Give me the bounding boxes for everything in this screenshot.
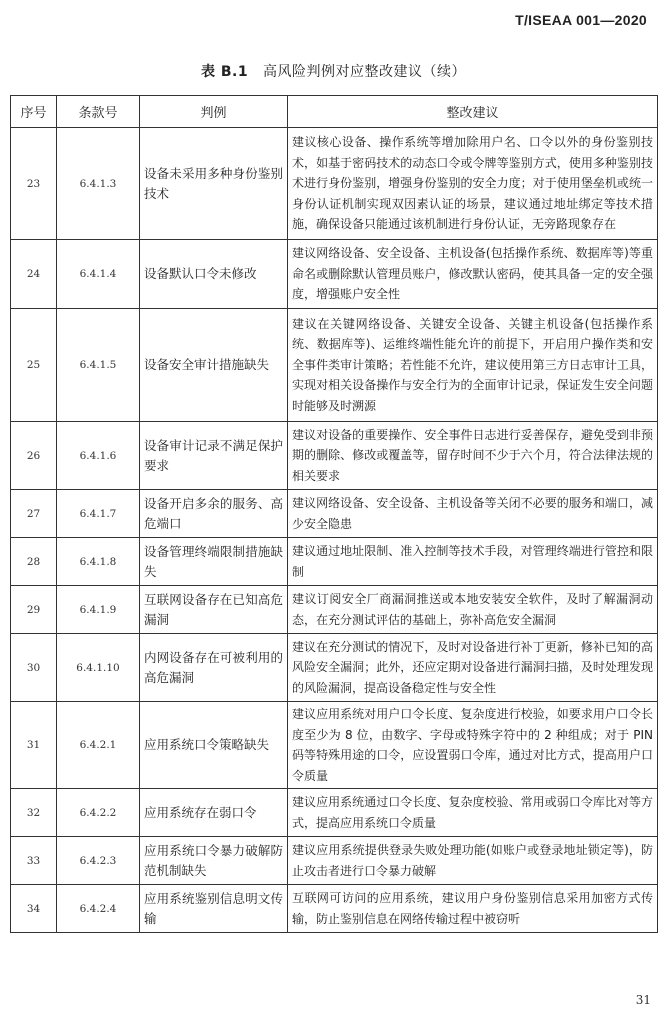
row-number: 29 — [11, 586, 57, 634]
table-row — [11, 422, 658, 490]
row-case: 互联网设备存在已知高危漏洞 — [140, 586, 288, 634]
row-clause: 6.4.2.1 — [57, 702, 140, 789]
document-code: T/ISEAA 001—2020 — [515, 12, 647, 28]
row-clause: 6.4.2.3 — [57, 837, 140, 885]
page-number: 31 — [635, 993, 651, 1007]
row-advice: 建议订阅安全厂商漏洞推送或本地安装安全软件，及时了解漏洞动态，在充分测试评估的基础上，弥补高危安全漏洞 — [288, 586, 658, 634]
row-clause: 6.4.1.9 — [57, 586, 140, 634]
column-header-number: 序号 — [11, 96, 57, 128]
row-number: 27 — [11, 490, 57, 538]
table-row — [11, 490, 658, 538]
row-advice: 建议核心设备、操作系统等增加除用户名、口令以外的身份鉴别技术，如基于密码技术的动态口令或令牌等鉴别方式，使用多种鉴别技术进行身份鉴别，增强身份鉴别的安全力度；对于使用堡垒机或统一身份认证机制实现双因素认证的场景，建议通过地址绑定等技术措施，确保设备只能通过该机制进行身份认证，无旁路现象存在 — [288, 128, 658, 240]
table-title — [0, 61, 667, 81]
row-number: 24 — [11, 240, 57, 309]
row-advice: 建议应用系统对用户口令长度、复杂度进行校验，如要求用户口令长度至少为 8 位，由数字、字母或特殊字符中的 2 种组成；对于 PIN 码等特殊用途的口令，应设置弱口令库，通过对比方式，提高用户口令质量 — [288, 702, 658, 789]
table-row — [11, 538, 658, 586]
row-case: 设备默认口令未修改 — [140, 240, 288, 309]
row-advice: 建议在充分测试的情况下，及时对设备进行补丁更新，修补已知的高风险安全漏洞；此外，还应定期对设备进行漏洞扫描，及时处理发现的风险漏洞，提高设备稳定性与安全性 — [288, 634, 658, 702]
row-clause: 6.4.2.2 — [57, 789, 140, 837]
table-row — [11, 702, 658, 789]
row-advice: 建议网络设备、安全设备、主机设备(包括操作系统、数据库等)等重命名或删除默认管理员账户，修改默认密码，使其具备一定的安全强度，增强账户安全性 — [288, 240, 658, 309]
table-row — [11, 240, 658, 309]
row-case: 应用系统口令策略缺失 — [140, 702, 288, 789]
row-case: 设备审计记录不满足保护要求 — [140, 422, 288, 490]
row-number: 32 — [11, 789, 57, 837]
table-row — [11, 128, 658, 240]
row-advice: 建议应用系统提供登录失败处理功能(如账户或登录地址锁定等)，防止攻击者进行口令暴力破解 — [288, 837, 658, 885]
row-advice: 建议应用系统通过口令长度、复杂度校验、常用或弱口令库比对等方式，提高应用系统口令质量 — [288, 789, 658, 837]
table-title-text: 高风险判例对应整改建议（续） — [262, 64, 466, 80]
row-advice: 建议对设备的重要操作、安全事件日志进行妥善保存，避免受到非预期的删除、修改或覆盖等，留存时间不少于六个月，符合法律法规的相关要求 — [288, 422, 658, 490]
row-number: 31 — [11, 702, 57, 789]
row-clause: 6.4.1.4 — [57, 240, 140, 309]
row-advice: 建议通过地址限制、准入控制等技术手段，对管理终端进行管控和限制 — [288, 538, 658, 586]
row-number: 34 — [11, 885, 57, 933]
row-case: 设备未采用多种身份鉴别技术 — [140, 128, 288, 240]
row-number: 33 — [11, 837, 57, 885]
row-number: 23 — [11, 128, 57, 240]
row-number: 25 — [11, 309, 57, 422]
column-header-advice: 整改建议 — [288, 96, 658, 128]
row-clause: 6.4.2.4 — [57, 885, 140, 933]
table-row — [11, 634, 658, 702]
table-row — [11, 837, 658, 885]
row-case: 设备管理终端限制措施缺失 — [140, 538, 288, 586]
row-case: 内网设备存在可被利用的高危漏洞 — [140, 634, 288, 702]
row-case: 应用系统存在弱口令 — [140, 789, 288, 837]
table-row — [11, 885, 658, 933]
row-number: 26 — [11, 422, 57, 490]
row-clause: 6.4.1.7 — [57, 490, 140, 538]
row-number: 30 — [11, 634, 57, 702]
table-row — [11, 309, 658, 422]
remediation-table — [10, 95, 658, 933]
table-row — [11, 789, 658, 837]
row-case: 应用系统鉴别信息明文传输 — [140, 885, 288, 933]
row-clause: 6.4.1.8 — [57, 538, 140, 586]
row-number: 28 — [11, 538, 57, 586]
row-advice: 建议在关键网络设备、关键安全设备、关键主机设备(包括操作系统、数据库等)、运维终端性能允许的前提下，开启用户操作类和安全事件类审计策略；若性能不允许，建议使用第三方日志审计工具，实现对相关设备操作与安全行为的全面审计记录，保证发生安全问题时能够及时溯源 — [288, 309, 658, 422]
table-header-row — [11, 96, 658, 128]
table-title-label: 表 B.1 — [201, 64, 249, 80]
row-advice: 建议网络设备、安全设备、主机设备等关闭不必要的服务和端口，减少安全隐患 — [288, 490, 658, 538]
row-clause: 6.4.1.6 — [57, 422, 140, 490]
row-case: 应用系统口令暴力破解防范机制缺失 — [140, 837, 288, 885]
row-clause: 6.4.1.10 — [57, 634, 140, 702]
column-header-clause: 条款号 — [57, 96, 140, 128]
row-clause: 6.4.1.5 — [57, 309, 140, 422]
table-row — [11, 586, 658, 634]
row-case: 设备开启多余的服务、高危端口 — [140, 490, 288, 538]
row-clause: 6.4.1.3 — [57, 128, 140, 240]
row-advice: 互联网可访问的应用系统，建议用户身份鉴别信息采用加密方式传输，防止鉴别信息在网络传输过程中被窃听 — [288, 885, 658, 933]
row-case: 设备安全审计措施缺失 — [140, 309, 288, 422]
column-header-case: 判例 — [140, 96, 288, 128]
